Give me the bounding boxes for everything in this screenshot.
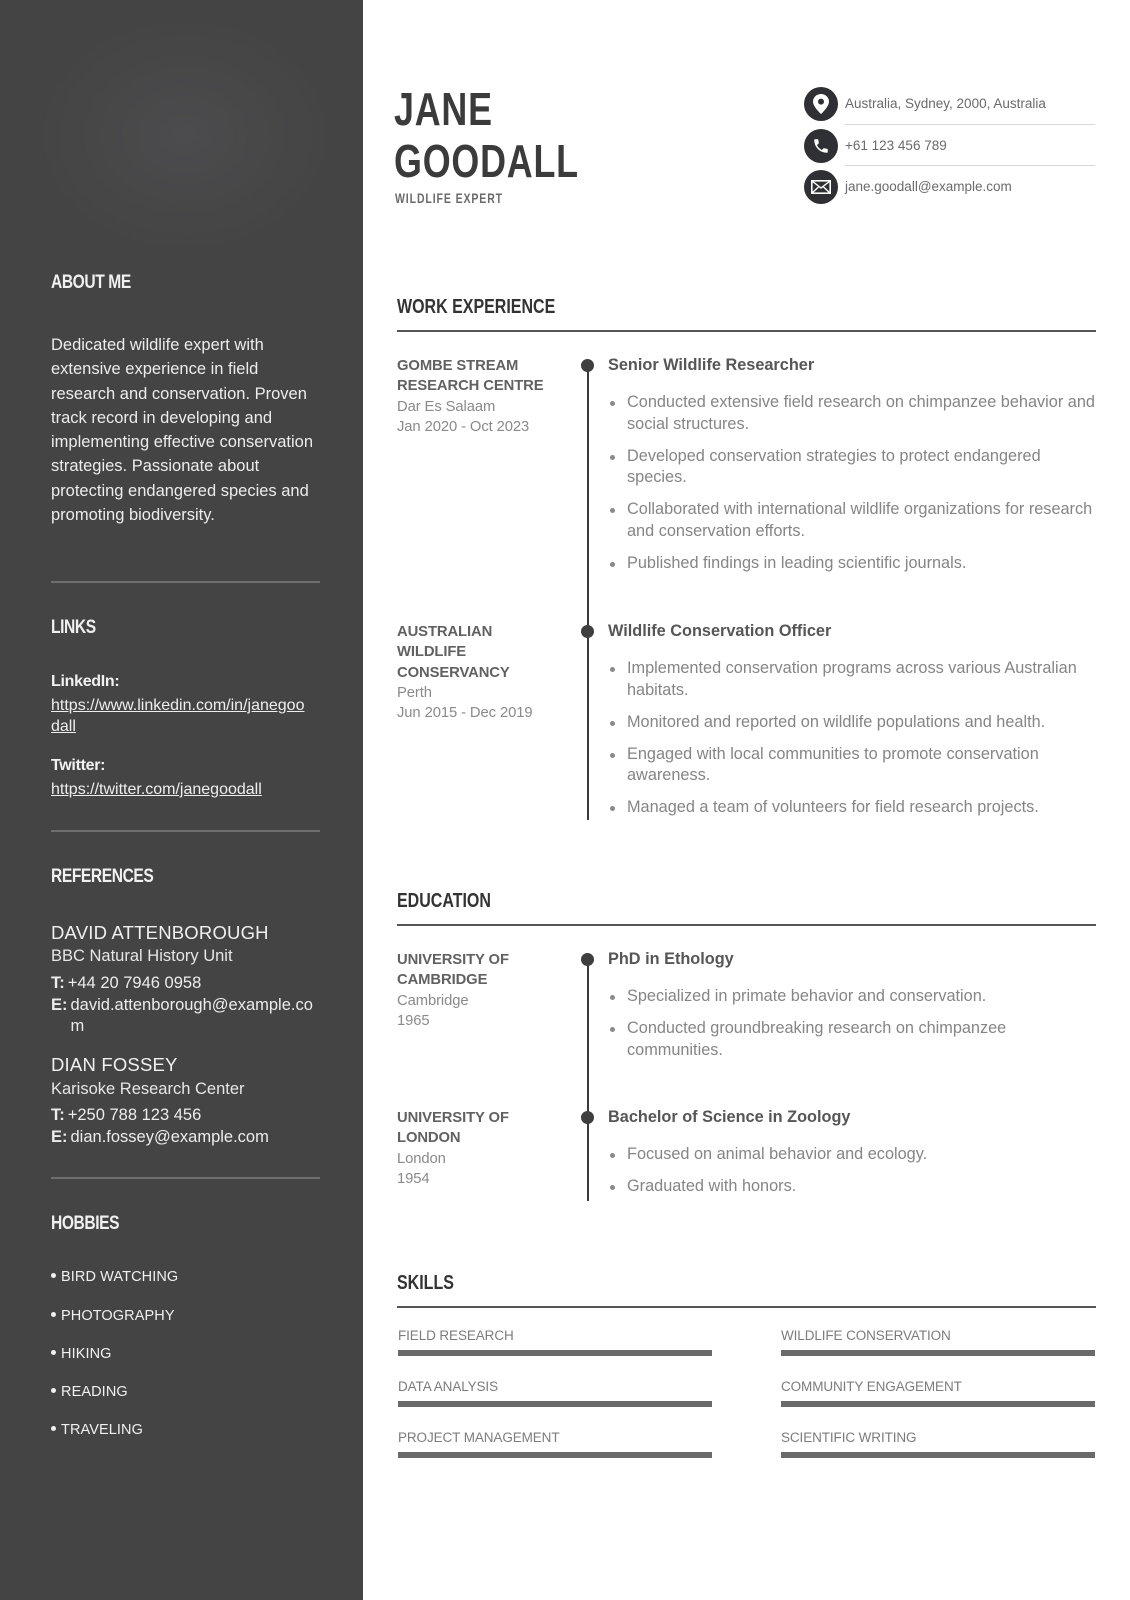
skill-item: DATA ANALYSIS (398, 1379, 712, 1407)
bullet-item: Managed a team of volunteers for field research projects. (608, 797, 1098, 819)
skill-bar (781, 1401, 1095, 1407)
education-bullets (608, 986, 1098, 1072)
skill-bar (398, 1452, 712, 1458)
education-bullets (608, 1144, 1098, 1208)
bullet-item: Focused on animal behavior and ecology. (608, 1144, 1098, 1166)
address-text: Australia, Sydney, 2000, Australia (845, 96, 1046, 111)
hobby-item: HIKING (51, 1346, 112, 1362)
skill-item: PROJECT MANAGEMENT (398, 1430, 712, 1458)
references-heading: REFERENCES (51, 866, 154, 887)
work-bullets (608, 658, 1098, 829)
education-degree: Bachelor of Science in Zoology (608, 1108, 851, 1126)
bullet-item: Conducted extensive field research on chimpanzee behavior and social structures. (608, 392, 1098, 435)
section-rule (397, 330, 1096, 332)
divider (51, 581, 320, 583)
reference-email (51, 1127, 313, 1148)
education-location: London (397, 1150, 446, 1167)
contact-email (804, 170, 1094, 206)
section-rule (397, 924, 1096, 926)
timeline-dot-icon (581, 625, 594, 638)
map-pin-icon (804, 87, 838, 121)
reference-name: DAVID ATTENBOROUGH (51, 922, 269, 943)
education-org: UNIVERSITY OF LONDON London 1954 (397, 1108, 567, 1189)
work-role: Senior Wildlife Researcher (608, 356, 815, 374)
linkedin-link[interactable]: https://www.linkedin.com/in/janegoodall (51, 697, 305, 735)
skill-bar (398, 1401, 712, 1407)
reference-name: DIAN FOSSEY (51, 1054, 178, 1075)
hobby-item: TRAVELING (51, 1422, 143, 1438)
skill-item: COMMUNITY ENGAGEMENT (781, 1379, 1095, 1407)
about-text: Dedicated wildlife expert with extensive experience in field research and conservation. Proven track record in developing and implementing effective conservation strategies. Passionate about protecting endangered species and promoting biodiversity. (51, 336, 314, 525)
divider (845, 124, 1095, 125)
skill-bar (781, 1452, 1095, 1458)
work-role: Wildlife Conservation Officer (608, 622, 832, 640)
email-value: dian.fossey@example.com (70, 1128, 269, 1146)
phone-text: +61 123 456 789 (845, 138, 947, 153)
bullet-icon (51, 1426, 56, 1431)
phone-value: +250 788 123 456 (67, 1106, 202, 1124)
hobby-item: BIRD WATCHING (51, 1269, 178, 1285)
skill-item: SCIENTIFIC WRITING (781, 1430, 1095, 1458)
twitter-label: Twitter: (51, 757, 106, 774)
work-location: Perth (397, 684, 432, 701)
reference-phone (51, 973, 313, 994)
envelope-icon (804, 170, 838, 204)
work-location: Dar Es Salaam (397, 398, 496, 415)
skill-item: WILDLIFE CONSERVATION (781, 1328, 1095, 1356)
email-value: david.attenborough@example.com (70, 996, 313, 1035)
bullet-item: Monitored and reported on wildlife populations and health. (608, 712, 1098, 734)
phone-label: T: (51, 1106, 65, 1124)
phone-value: +44 20 7946 0958 (67, 974, 202, 992)
contact-phone (804, 129, 1094, 165)
sidebar (0, 0, 363, 1600)
divider (51, 830, 320, 832)
education-heading: EDUCATION (397, 890, 491, 912)
email-text: jane.goodall@example.com (845, 179, 1012, 194)
contact-address (804, 87, 1094, 123)
timeline-line (587, 959, 589, 1201)
section-rule (397, 1306, 1096, 1308)
work-experience-heading: WORK EXPERIENCE (397, 296, 556, 318)
timeline-dot-icon (581, 953, 594, 966)
work-dates: Jun 2015 - Dec 2019 (397, 705, 533, 722)
bullet-item: Published findings in leading scientific journals. (608, 553, 1098, 575)
education-dates: 1965 (397, 1012, 430, 1029)
bullet-item: Specialized in primate behavior and conservation. (608, 986, 1098, 1008)
education-org: UNIVERSITY OF CAMBRIDGE Cambridge 1965 (397, 950, 567, 1031)
skill-bar (398, 1350, 712, 1356)
divider (51, 1177, 320, 1179)
skills-heading: SKILLS (397, 1272, 454, 1294)
timeline-line (587, 365, 589, 820)
reference-org: BBC Natural History Unit (51, 947, 233, 965)
job-title: WILDLIFE EXPERT (395, 190, 503, 206)
work-bullets (608, 392, 1098, 585)
phone-label: T: (51, 974, 65, 992)
reference-phone (51, 1105, 313, 1126)
education-dates: 1954 (397, 1170, 430, 1187)
bullet-item: Developed conservation strategies to protect endangered species. (608, 446, 1098, 489)
bullet-item: Implemented conservation programs across various Australian habitats. (608, 658, 1098, 701)
bullet-item: Graduated with honors. (608, 1176, 1098, 1198)
work-org: AUSTRALIAN WILDLIFE CONSERVANCY Perth Jun 2015 - Dec 2019 (397, 622, 567, 723)
profile-photo-placeholder (40, 20, 330, 250)
last-name: GOODALL (394, 135, 579, 187)
timeline-dot-icon (581, 1111, 594, 1124)
hobby-item: PHOTOGRAPHY (51, 1308, 175, 1324)
bullet-icon (51, 1350, 56, 1355)
hobby-item: READING (51, 1384, 128, 1400)
education-location: Cambridge (397, 992, 469, 1009)
about-heading: ABOUT ME (51, 272, 131, 293)
skill-item: FIELD RESEARCH (398, 1328, 712, 1356)
links-heading: LINKS (51, 617, 96, 638)
divider (845, 165, 1095, 166)
hobbies-heading: HOBBIES (51, 1213, 120, 1234)
bullet-item: Conducted groundbreaking research on chimpanzee communities. (608, 1018, 1098, 1061)
linkedin-label: LinkedIn: (51, 673, 120, 690)
bullet-icon (51, 1312, 56, 1317)
work-dates: Jan 2020 - Oct 2023 (397, 418, 530, 435)
bullet-icon (51, 1273, 56, 1278)
phone-icon (804, 129, 838, 163)
education-degree: PhD in Ethology (608, 950, 734, 968)
bullet-item: Engaged with local communities to promote conservation awareness. (608, 744, 1098, 787)
reference-org: Karisoke Research Center (51, 1080, 245, 1098)
bullet-item: Collaborated with international wildlife organizations for research and conservation efforts. (608, 499, 1098, 542)
email-label: E: (51, 996, 68, 1014)
skill-bar (781, 1350, 1095, 1356)
timeline-dot-icon (581, 359, 594, 372)
bullet-icon (51, 1388, 56, 1393)
reference-email (51, 995, 313, 1037)
email-label: E: (51, 1128, 68, 1146)
twitter-link[interactable]: https://twitter.com/janegoodall (51, 781, 262, 798)
work-org: GOMBE STREAM RESEARCH CENTRE Dar Es Salaam Jan 2020 - Oct 2023 (397, 356, 567, 437)
first-name: JANE (394, 83, 493, 135)
